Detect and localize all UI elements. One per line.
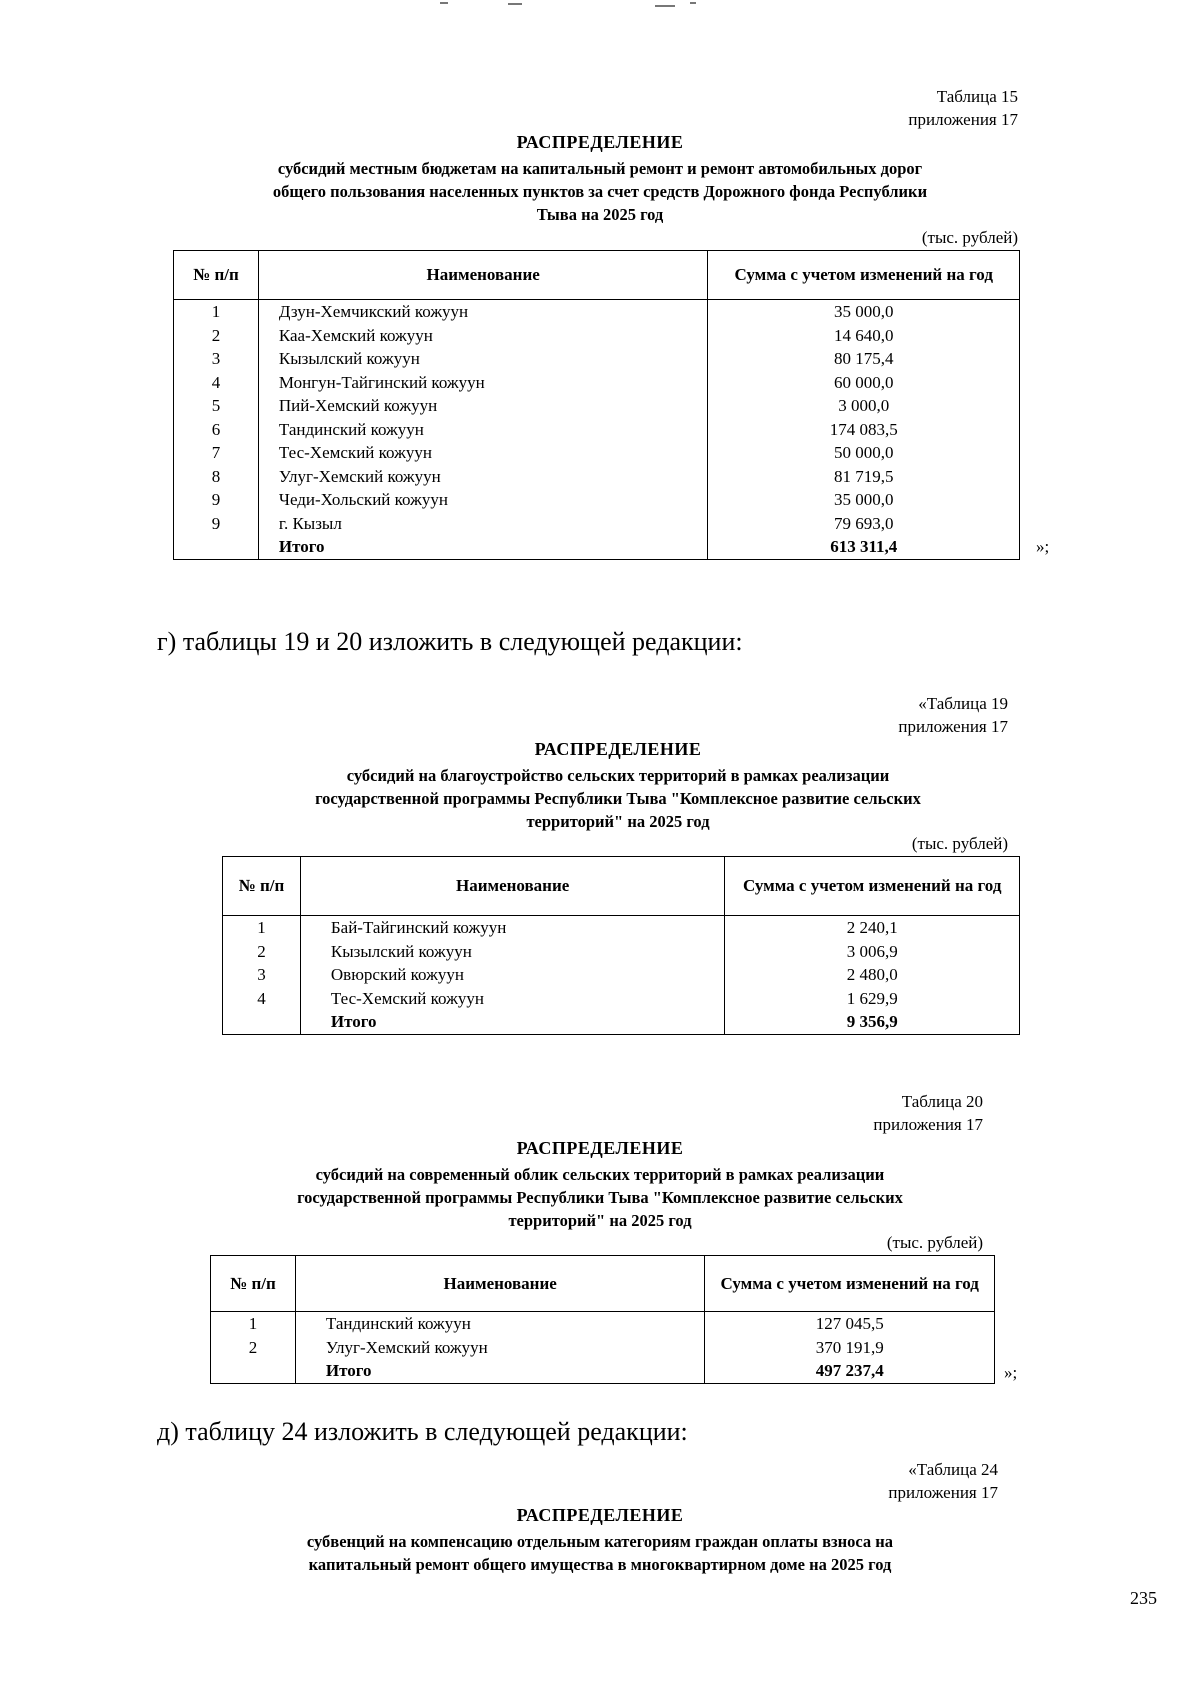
caption-line: «Таблица 24 — [908, 1460, 998, 1479]
row-sum-cell: 2 240,1 — [725, 916, 1020, 940]
caption-line: Таблица 20 — [901, 1092, 983, 1111]
table-row — [174, 300, 1020, 324]
row-sum-cell: 3 000,0 — [708, 394, 1020, 418]
row-number-cell: 6 — [174, 418, 259, 442]
subtitle-line: субсидий на современный облик сельских территорий в рамках реализации — [315, 1165, 885, 1184]
subtitle-line: субвенций на компенсацию отдельным категориям граждан оплаты взноса на — [306, 1532, 894, 1551]
row-name-cell: Улуг-Хемский кожуун — [295, 1336, 705, 1360]
subtitle-line: государственной программы Республики Тыва "Комплексное развитие сельских — [297, 1188, 903, 1207]
table-row — [174, 488, 1020, 512]
row-name-cell: г. Кызыл — [258, 512, 708, 536]
row-number-cell: 3 — [223, 963, 301, 987]
row-name-cell: Улуг-Хемский кожуун — [258, 465, 708, 489]
row-name-cell: Тес-Хемский кожуун — [258, 441, 708, 465]
col-header-sum: Сумма с учетом изменений на год — [708, 251, 1020, 300]
row-sum-cell: 35 000,0 — [708, 300, 1020, 324]
table19-caption — [700, 692, 1008, 738]
row-sum-cell: 2 480,0 — [725, 963, 1020, 987]
row-name-cell: Тандинский кожуун — [258, 418, 708, 442]
table15-subtitle — [150, 157, 1050, 226]
row-sum-cell: 127 045,5 — [705, 1312, 995, 1336]
row-sum-cell: 35 000,0 — [708, 488, 1020, 512]
row-number-cell: 4 — [174, 371, 259, 395]
col-header-number: № п/п — [223, 857, 301, 916]
closing-quote-mark: »; — [1004, 1363, 1018, 1382]
row-name-cell: Итого — [258, 535, 708, 559]
row-sum-cell: 79 693,0 — [708, 512, 1020, 536]
row-name-cell: Дзун-Хемчикский кожуун — [258, 300, 708, 324]
subtitle-line: государственной программы Республики Тыва "Комплексное развитие сельских — [315, 789, 921, 808]
col-header-sum: Сумма с учетом изменений на год — [725, 857, 1020, 916]
col-header-name: Наименование — [295, 1256, 705, 1312]
row-sum-cell: 370 191,9 — [705, 1336, 995, 1360]
caption-line: Таблица 15 — [936, 87, 1018, 106]
row-sum-cell: 3 006,9 — [725, 940, 1020, 964]
subtitle-line: субсидий местным бюджетам на капитальный ремонт и ремонт автомобильных дорог — [277, 159, 923, 178]
table24-title: РАСПРЕДЕЛЕНИЕ — [516, 1505, 684, 1525]
row-number-cell: 1 — [223, 916, 301, 940]
row-sum-cell: 613 311,4 — [708, 535, 1020, 559]
scan-artifact — [508, 3, 522, 5]
row-sum-cell: 497 237,4 — [705, 1359, 995, 1383]
table-row — [174, 324, 1020, 348]
subtitle-line: Тыва на 2025 год — [536, 205, 664, 224]
subtitle-line: общего пользования населенных пунктов за счет средств Дорожного фонда Республики — [272, 182, 928, 201]
row-number-cell: 3 — [174, 347, 259, 371]
row-sum-cell: 1 629,9 — [725, 987, 1020, 1011]
row-name-cell: Пий-Хемский кожуун — [258, 394, 708, 418]
row-name-cell: Монгун-Тайгинский кожуун — [258, 371, 708, 395]
paragraph-g: г) таблицы 19 и 20 изложить в следующей редакции: — [157, 627, 743, 656]
row-name-cell: Бай-Тайгинский кожуун — [300, 916, 725, 940]
table-row — [223, 963, 1020, 987]
page-number: 235 — [1130, 1588, 1157, 1608]
table19-unit: (тыс. рублей) — [911, 834, 1008, 853]
row-number-cell: 9 — [174, 512, 259, 536]
table19-subtitle — [168, 764, 1068, 833]
table-header-row — [174, 251, 1020, 300]
table20 — [210, 1255, 995, 1384]
table-total-row — [223, 1010, 1020, 1034]
col-header-name: Наименование — [300, 857, 725, 916]
caption-line: приложения 17 — [898, 717, 1008, 736]
subtitle-line: территорий" на 2025 год — [526, 812, 710, 831]
row-name-cell: Итого — [295, 1359, 705, 1383]
row-sum-cell: 14 640,0 — [708, 324, 1020, 348]
row-number-cell: 8 — [174, 465, 259, 489]
table-row — [211, 1312, 995, 1336]
closing-quote-mark: »; — [1036, 537, 1050, 556]
row-name-cell: Итого — [300, 1010, 725, 1034]
row-sum-cell: 50 000,0 — [708, 441, 1020, 465]
row-sum-cell: 80 175,4 — [708, 347, 1020, 371]
table19-title: РАСПРЕДЕЛЕНИЕ — [534, 739, 702, 759]
table20-subtitle — [150, 1163, 1050, 1232]
row-sum-cell: 174 083,5 — [708, 418, 1020, 442]
subtitle-line: капитальный ремонт общего имущества в многоквартирном доме на 2025 год — [308, 1555, 892, 1574]
row-name-cell: Кызылский кожуун — [258, 347, 708, 371]
table-row — [174, 371, 1020, 395]
row-number-cell: 2 — [174, 324, 259, 348]
table-row — [174, 418, 1020, 442]
subtitle-line: субсидий на благоустройство сельских территорий в рамках реализации — [346, 766, 890, 785]
caption-line: приложения 17 — [873, 1115, 983, 1134]
row-number-cell: 4 — [223, 987, 301, 1011]
row-name-cell: Тес-Хемский кожуун — [300, 987, 725, 1011]
scan-artifact — [440, 2, 448, 4]
col-header-sum: Сумма с учетом изменений на год — [705, 1256, 995, 1312]
caption-line: приложения 17 — [908, 110, 1018, 129]
scan-artifact — [655, 5, 675, 7]
row-number-cell: 1 — [211, 1312, 296, 1336]
row-number-cell: 1 — [174, 300, 259, 324]
row-number-cell: 2 — [223, 940, 301, 964]
row-number-cell: 2 — [211, 1336, 296, 1360]
table-row — [174, 441, 1020, 465]
row-name-cell: Овюрский кожуун — [300, 963, 725, 987]
row-number-cell: 5 — [174, 394, 259, 418]
row-sum-cell: 9 356,9 — [725, 1010, 1020, 1034]
table24-subtitle — [150, 1530, 1050, 1576]
table15-title: РАСПРЕДЕЛЕНИЕ — [516, 132, 684, 152]
table20-unit: (тыс. рублей) — [886, 1233, 983, 1252]
row-name-cell: Тандинский кожуун — [295, 1312, 705, 1336]
row-number-cell — [174, 535, 259, 559]
row-number-cell: 7 — [174, 441, 259, 465]
table15-caption — [700, 85, 1018, 131]
table-header-row — [223, 857, 1020, 916]
row-name-cell: Кызылский кожуун — [300, 940, 725, 964]
table15-unit: (тыс. рублей) — [921, 228, 1018, 247]
table-row — [174, 394, 1020, 418]
table-row — [223, 940, 1020, 964]
subtitle-line: территорий" на 2025 год — [508, 1211, 692, 1230]
table-row — [174, 465, 1020, 489]
row-name-cell: Чеди-Хольский кожуун — [258, 488, 708, 512]
table20-caption — [700, 1090, 983, 1136]
table-row — [174, 347, 1020, 371]
col-header-number: № п/п — [211, 1256, 296, 1312]
table-row — [223, 916, 1020, 940]
row-number-cell: 9 — [174, 488, 259, 512]
col-header-name: Наименование — [258, 251, 708, 300]
col-header-number: № п/п — [174, 251, 259, 300]
table15 — [173, 250, 1020, 560]
caption-line: «Таблица 19 — [918, 694, 1008, 713]
table24-caption — [700, 1458, 998, 1504]
row-sum-cell: 60 000,0 — [708, 371, 1020, 395]
scan-artifact — [690, 2, 696, 4]
row-name-cell: Каа-Хемский кожуун — [258, 324, 708, 348]
paragraph-d: д) таблицу 24 изложить в следующей редакции: — [157, 1417, 688, 1446]
row-sum-cell: 81 719,5 — [708, 465, 1020, 489]
table-header-row — [211, 1256, 995, 1312]
table-total-row — [174, 535, 1020, 559]
table-total-row — [211, 1359, 995, 1383]
row-number-cell — [223, 1010, 301, 1034]
table20-title: РАСПРЕДЕЛЕНИЕ — [516, 1138, 684, 1158]
table19 — [222, 856, 1020, 1035]
row-number-cell — [211, 1359, 296, 1383]
table-row — [174, 512, 1020, 536]
table-row — [211, 1336, 995, 1360]
caption-line: приложения 17 — [888, 1483, 998, 1502]
table-row — [223, 987, 1020, 1011]
